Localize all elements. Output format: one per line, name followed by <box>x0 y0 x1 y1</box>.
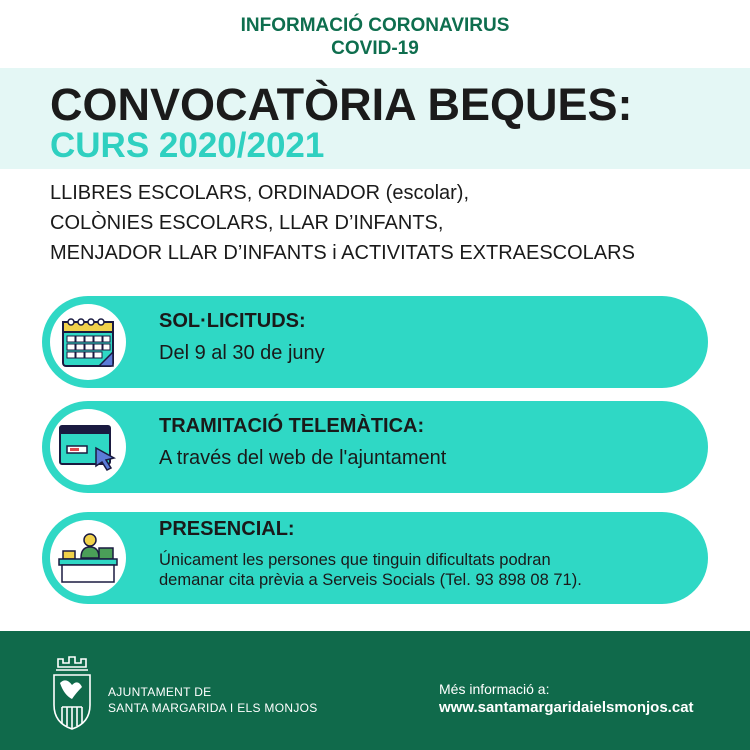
card-applications <box>42 296 708 388</box>
subjects-line3-a: MENJADOR LLAR D’INFANTS <box>50 242 333 264</box>
card-in-person-text-line2: demanar cita prèvia a Serveis Socials (Tel. 93 898 08 71). <box>159 571 582 589</box>
more-info-label: Més informació a: <box>439 681 550 697</box>
org-name-line2: SANTA MARGARIDA I ELS MONJOS <box>108 701 318 715</box>
main-title: CONVOCATÒRIA BEQUES: <box>50 79 633 130</box>
card-in-person-title: PRESENCIAL: <box>159 518 295 540</box>
card-online <box>42 401 708 493</box>
calendar-icon <box>50 304 126 380</box>
card-applications-title: SOL·LICITUDS: <box>159 310 306 332</box>
subjects-list <box>50 178 635 268</box>
info-header-line1: INFORMACIÓ CORONAVIRUS <box>240 15 510 36</box>
municipal-crest-icon <box>50 653 94 736</box>
info-header <box>0 14 750 60</box>
subjects-line1 <box>50 178 635 208</box>
card-in-person-text <box>159 550 582 590</box>
subjects-line1-a: LLIBRES ESCOLARS, ORDINADOR <box>50 182 386 204</box>
org-name <box>108 684 318 716</box>
front-desk-icon <box>50 520 126 596</box>
footer <box>0 631 750 750</box>
subjects-line3 <box>50 238 635 268</box>
card-in-person <box>42 512 708 604</box>
subjects-line2: COLÒNIES ESCOLARS, LLAR D’INFANTS, <box>50 212 444 234</box>
info-header-line2: COVID-19 <box>331 38 419 59</box>
website-link[interactable]: www.santamargaridaielsmonjos.cat <box>439 699 694 716</box>
card-online-text: A través del web de l'ajuntament <box>159 447 447 469</box>
subjects-line3-c: ACTIVITATS EXTRAESCOLARS <box>336 242 635 264</box>
card-in-person-text-line1: Únicament les persones que tinguin dificultats podran <box>159 551 551 569</box>
card-online-title: TRAMITACIÓ TELEMÀTICA: <box>159 415 425 437</box>
browser-cursor-icon <box>50 409 126 485</box>
subjects-line1-c: , <box>463 182 470 204</box>
subjects-line1-b: (escolar) <box>385 182 464 204</box>
org-name-line1: AJUNTAMENT DE <box>108 685 212 699</box>
subjects-line3-b: i <box>332 242 337 264</box>
sub-title: CURS 2020/2021 <box>50 126 325 165</box>
card-applications-text: Del 9 al 30 de juny <box>159 342 325 364</box>
